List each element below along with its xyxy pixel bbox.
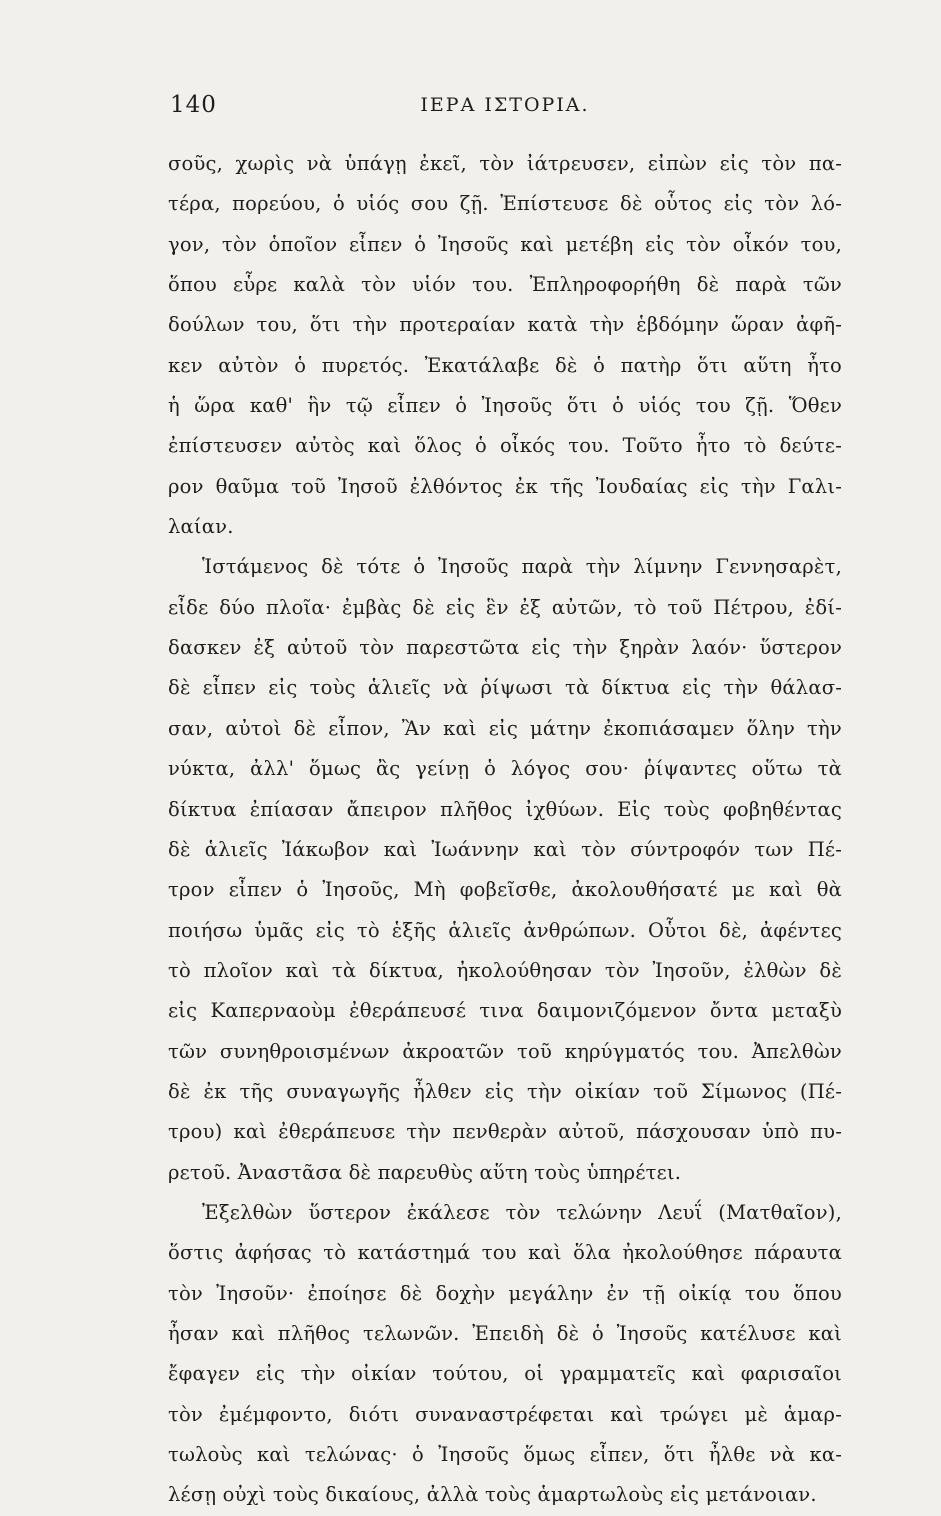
paragraph-start-line: Ἐξελθὼν ὕστερον ἐκάλεσε τὸν τελώνην Λευΐ (Ματθαῖον), [202,1200,842,1224]
text-line: δὲ ἐκ τῆς συναγωγῆς ἦλθεν εἰς τὴν οἰκίαν τοῦ Σίμωνος (Πέ- [168,1079,842,1103]
text-line: σαν, αὐτοὶ δὲ εἶπον, Ἂν καὶ εἰς μάτην ἐκοπιάσαμεν ὅλην τὴν [168,716,842,740]
text-line: εἰς Καπερναοὺμ ἐθεράπευσέ τινα δαιμονιζόμενον ὄντα μεταξὺ [168,999,842,1023]
text-line: δασκεν ἐξ αὐτοῦ τὸν παρεστῶτα εἰς τὴν ξηρὰν λαόν· ὕστερον [168,636,842,660]
text-line: τρου) καὶ ἐθεράπευσε τὴν πενθερὰν αὐτοῦ, πάσχουσαν ὑπὸ πυ- [168,1120,842,1144]
text-line: κεν αὐτὸν ὁ πυρετός. Ἐκατάλαβε δὲ ὁ πατὴρ ὅτι αὕτη ἦτο [168,353,842,377]
running-title: ΙΕΡΑ ΙΣΤΟΡΙΑ. [420,94,590,116]
text-line: δούλων του, ὅτι τὴν προτεραίαν κατὰ τὴν ἑβδόμην ὥραν ἀφῆ- [168,313,842,337]
text-line: εἶδε δύο πλοῖα· ἐμβὰς δὲ εἰς ἓν ἐξ αὐτῶν, τὸ τοῦ Πέτρου, ἐδί- [168,595,842,619]
text-line: τῶν συνηθροισμένων ἀκροατῶν τοῦ κηρύγματός του. Ἀπελθὼν [168,1039,842,1063]
text-line: ἦσαν καὶ πλῆθος τελωνῶν. Ἐπειδὴ δὲ ὁ Ἰησοῦς κατέλυσε καὶ [168,1321,842,1345]
text-line: ὅστις ἀφήσας τὸ κατάστημά του καὶ ὅλα ἠκολούθησε πάραυτα [168,1241,842,1265]
page-header [170,92,840,122]
text-line: τὸν ἐμέμφοντο, διότι συναναστρέφεται καὶ τρώγει μὲ ἁμαρ- [168,1402,842,1426]
text-line: τὸν Ἰησοῦν· ἐποίησε δὲ δοχὴν μεγάλην ἐν τῇ οἰκίᾳ του ὅπου [168,1281,842,1305]
text-line: ἔφαγεν εἰς τὴν οἰκίαν τούτου, οἱ γραμματεῖς καὶ φαρισαῖοι [168,1362,842,1386]
body-text [168,144,842,1516]
text-line: δὲ εἶπεν εἰς τοὺς ἁλιεῖς νὰ ῥίψωσι τὰ δίκτυα εἰς τὴν θάλασ- [168,676,842,700]
text-line: τέρα, πορεύου, ὁ υἱός σου ζῇ. Ἐπίστευσε δὲ οὗτος εἰς τὸν λό- [168,192,842,216]
text-line: ὅπου εὗρε καλὰ τὸν υἱόν του. Ἐπληροφορήθη δὲ παρὰ τῶν [168,273,842,297]
paragraph-start-line: Ἱστάμενος δὲ τότε ὁ Ἰησοῦς παρὰ τὴν λίμνην Γεννησαρὲτ, [202,555,842,579]
text-line: γον, τὸν ὁποῖον εἶπεν ὁ Ἰησοῦς καὶ μετέβη εἰς τὸν οἶκόν του, [168,232,842,256]
text-line: ρον θαῦμα τοῦ Ἰησοῦ ἐλθόντος ἐκ τῆς Ἰουδαίας εἰς τὴν Γαλι- [168,474,842,498]
page-number: 140 [170,92,217,118]
text-line: ποιήσω ὑμᾶς εἰς τὸ ἑξῆς ἁλιεῖς ἀνθρώπων. Οὗτοι δὲ, ἀφέντες [168,918,842,942]
text-line: λαίαν. [168,515,234,539]
text-line: ἐπίστευσεν αὐτὸς καὶ ὅλος ὁ οἶκός του. Τοῦτο ἦτο τὸ δεύτε- [168,434,842,458]
text-line: ρετοῦ. Ἀναστᾶσα δὲ παρευθὺς αὕτη τοὺς ὑπηρέτει. [168,1160,682,1184]
text-line: νύκτα, ἀλλ' ὅμως ἂς γείνῃ ὁ λόγος σου· ῥίψαντες οὕτω τὰ [168,757,842,781]
text-line: δὲ ἁλιεῖς Ἰάκωβον καὶ Ἰωάννην καὶ τὸν σύντροφόν των Πέ- [168,837,842,861]
text-line: τωλοὺς καὶ τελώνας· ὁ Ἰησοῦς ὅμως εἶπεν, ὅτι ἦλθε νὰ κα- [168,1443,842,1466]
text-line: σοῦς, χωρὶς νὰ ὑπάγῃ ἐκεῖ, τὸν ἰάτρευσεν, εἰπὼν εἰς τὸν πα- [168,152,842,175]
text-line: τὸ πλοῖον καὶ τὰ δίκτυα, ἠκολούθησαν τὸν Ἰησοῦν, ἐλθὼν δὲ [168,958,842,982]
text-line: τρον εἶπεν ὁ Ἰησοῦς, Μὴ φοβεῖσθε, ἀκολουθήσατέ με καὶ θὰ [168,878,842,902]
text-line: λέσῃ οὐχὶ τοὺς δικαίους, ἀλλὰ τοὺς ἁμαρτωλοὺς εἰς μετάνοιαν. [168,1483,817,1507]
text-line: ἡ ὥρα καθ' ἣν τῷ εἶπεν ὁ Ἰησοῦς ὅτι ὁ υἱός του ζῇ. Ὅθεν [168,394,842,418]
text-line: δίκτυα ἐπίασαν ἄπειρον πλῆθος ἰχθύων. Εἰς τοὺς φοβηθέντας [168,797,842,821]
